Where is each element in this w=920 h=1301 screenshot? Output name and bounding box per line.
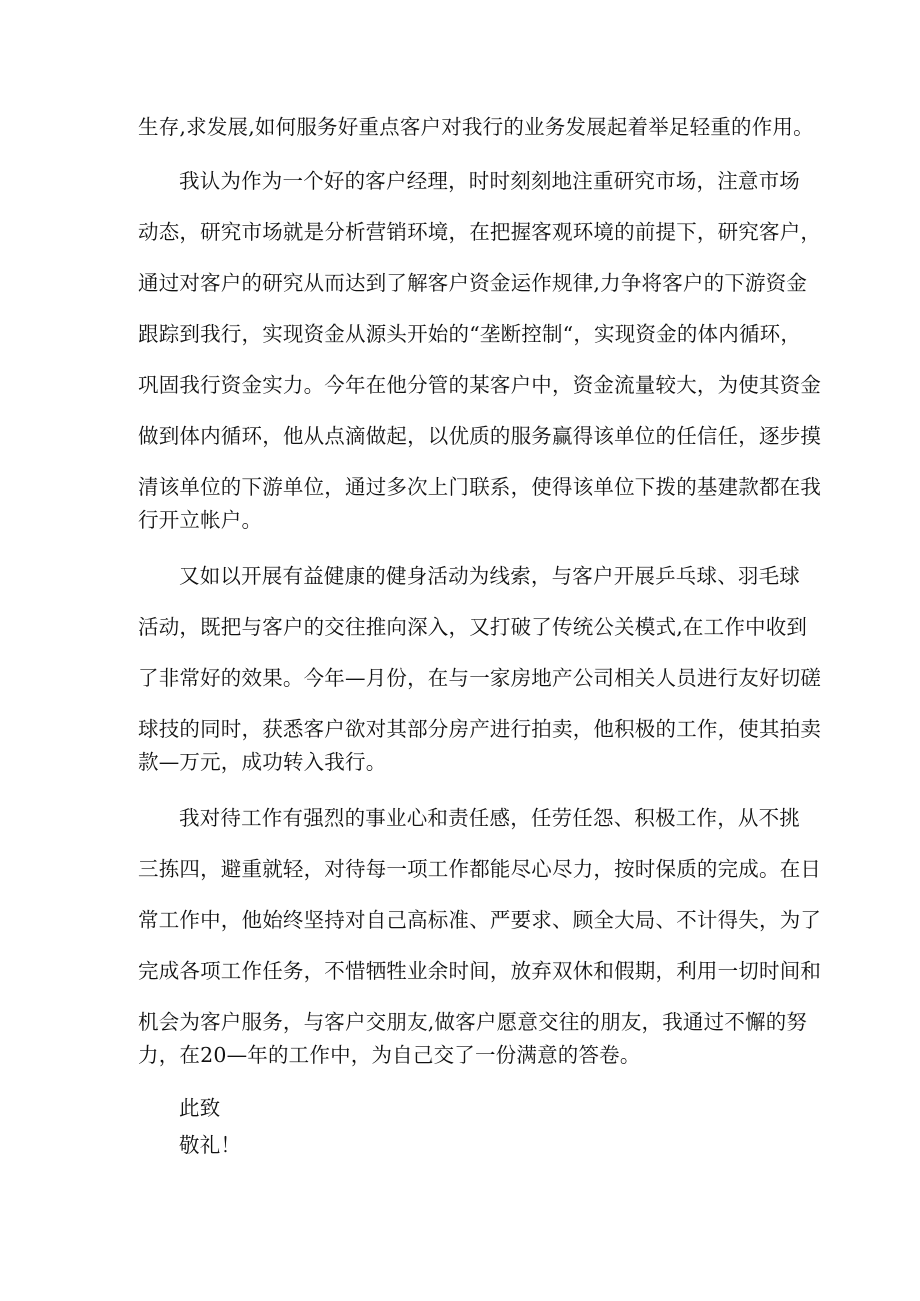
text-line: 生存,求发展,如何服务好重点客户对我行的业务发展起着举足轻重的作用。 <box>138 115 814 139</box>
text-line: 行开立帐户。 <box>138 508 263 532</box>
text-line: 三拣四，避重就轻，对待每一项工作都能尽心尽力，按时保质的完成。在日 <box>138 857 822 881</box>
text-line: 巩固我行资金实力。今年在他分管的某客户中，资金流量较大，为使其资金 <box>138 373 822 397</box>
text-line: 完成各项工作任务，不惜牺牲业余时间，放弃双休和假期，利用一切时间和 <box>138 959 822 983</box>
text-line: 了非常好的效果。今年—月份，在与一家房地产公司相关人员进行友好切磋 <box>138 666 822 690</box>
text-line: 通过对客户的研究从而达到了解客户资金运作规律,力争将客户的下游资金 <box>138 271 808 295</box>
text-line: 我认为作为一个好的客户经理，时时刻刻地注重研究市场，注意市场 <box>179 169 800 193</box>
text-line: 我对待工作有强烈的事业心和责任感，任劳任怨、积极工作，从不挑 <box>179 806 800 830</box>
text-line: 又如以开展有益健康的健身活动为线索，与客户开展乒乓球、羽毛球 <box>179 564 800 588</box>
text-line: 动态，研究市场就是分析营销环境，在把握客观环境的前提下，研究客户， <box>138 220 822 244</box>
text-line: 球技的同时，获悉客户欲对其部分房产进行拍卖，他积极的工作，使其拍卖 <box>138 717 822 741</box>
text-line: 跟踪到我行，实现资金从源头开始的“垄断控制“，实现资金的体内循环， <box>138 322 802 346</box>
salutation-line: 敬礼！ <box>179 1133 242 1157</box>
text-line: 做到体内循环，他从点滴做起，以优质的服务赢得该单位的任信任，逐步摸 <box>138 424 822 448</box>
text-line: 机会为客户服务，与客户交朋友,做客户愿意交往的朋友，我通过不懈的努 <box>138 1010 808 1034</box>
text-line: 常工作中，他始终坚持对自己高标准、严要求、顾全大局、不计得失，为了 <box>138 908 822 932</box>
text-line: 清该单位的下游单位，通过多次上门联系，使得该单位下拨的基建款都在我 <box>138 475 822 499</box>
text-line: 活动，既把与客户的交往推向深入，又打破了传统公关模式,在工作中收到 <box>138 615 808 639</box>
closing-line: 此致 <box>179 1096 221 1120</box>
text-line: 款—万元，成功转入我行。 <box>138 750 387 774</box>
text-line: 力，在20—年的工作中，为自己交了一份满意的答卷。 <box>138 1043 641 1067</box>
